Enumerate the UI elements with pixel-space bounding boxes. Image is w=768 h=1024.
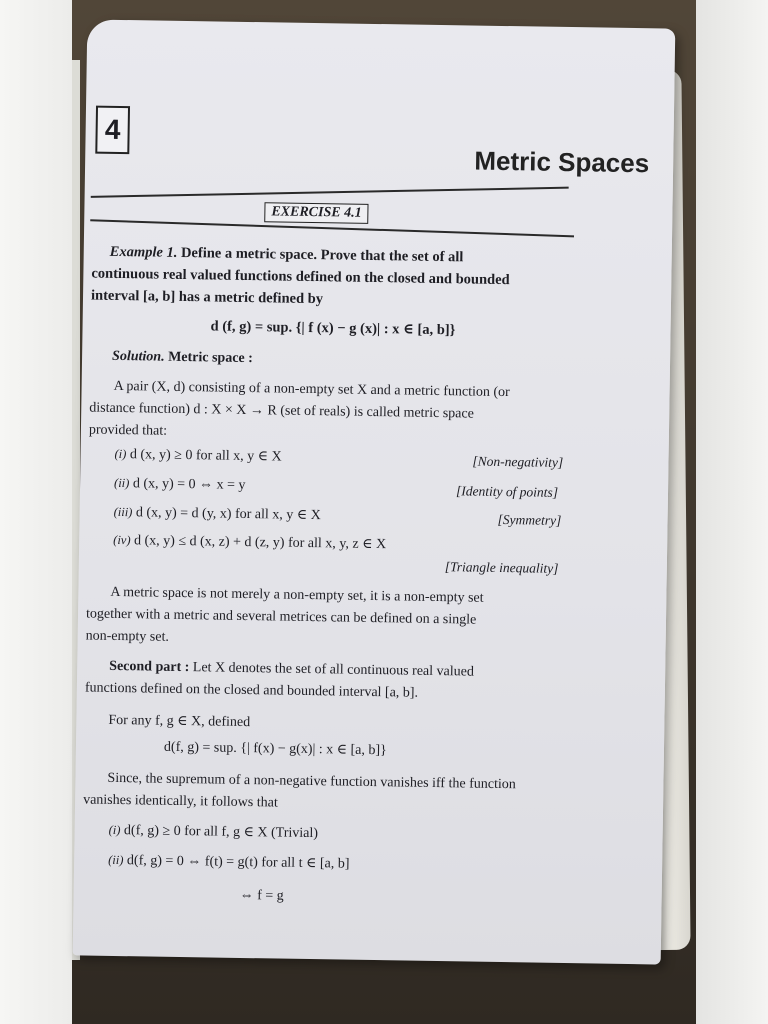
example-text-1: Define a metric space. Prove that the set of all xyxy=(180,244,464,266)
axiom-4-number: (iv) xyxy=(113,532,131,548)
property-1-text: d(f, g) ≥ 0 for all f, g ∈ X (Trivial) xyxy=(123,823,319,842)
property-2-conclusion: ⇔ f = g xyxy=(239,887,284,904)
second-part-line-4: Since, the supremum of a non-negative function vanishes iff the function xyxy=(107,770,516,793)
axiom-2 xyxy=(114,476,246,494)
axiom-3-number: (iii) xyxy=(113,504,133,520)
axiom-3-text: d (x, y) = d (y, x) for all x, y ∈ X xyxy=(135,505,321,524)
definition-line-2: distance function) d : X × X → R (set of reals) is called metric space xyxy=(89,400,474,422)
axiom-2-tag: [Identity of points] xyxy=(455,483,559,500)
property-1 xyxy=(109,822,319,842)
exercise-heading: EXERCISE 4.1 xyxy=(264,202,369,224)
remark-line-1: A metric space is not merely a non-empty set, it is a non-empty set xyxy=(110,584,484,606)
second-part-line-5: vanishes identically, it follows that xyxy=(83,792,278,811)
chapter-number: 4 xyxy=(95,106,130,155)
axiom-4-tag: [Triangle inequality] xyxy=(444,559,559,576)
background-left xyxy=(0,0,72,1024)
property-2-number: (ii) xyxy=(108,852,124,868)
axiom-4 xyxy=(113,532,386,553)
remark-line-2: together with a metric and several metrices can be defined on a single xyxy=(85,606,477,628)
solution-label: Solution. xyxy=(111,348,165,365)
axiom-2-number: (ii) xyxy=(114,475,130,491)
second-part-label: Second part : xyxy=(109,658,190,676)
example-line-1 xyxy=(110,242,464,268)
axiom-3-tag: [Symmetry] xyxy=(497,511,562,528)
axiom-2-text: d (x, y) = 0 ⇔ x = y xyxy=(132,476,246,493)
book-page xyxy=(73,19,676,964)
second-part-formula: d(f, g) = sup. {| f(x) − g(x)| : x ∈ [a, b]} xyxy=(163,739,387,759)
second-part-line-3: For any f, g ∈ X, defined xyxy=(108,712,251,731)
definition-line-1: A pair (X, d) consisting of a non-empty set X and a metric function (or xyxy=(113,378,510,401)
solution-heading xyxy=(112,346,253,370)
example-label: Example 1. xyxy=(109,243,178,261)
title-rule xyxy=(91,187,569,198)
chapter-title: Metric Spaces xyxy=(474,145,650,179)
property-2 xyxy=(108,852,350,873)
property-2-text: d(f, g) = 0 ⇔ f(t) = g(t) for all t ∈ [a, b] xyxy=(126,853,350,872)
definition-line-3: provided that: xyxy=(88,422,168,439)
solution-title: Metric space : xyxy=(168,349,253,367)
example-line-2: continuous real valued functions defined on the closed and bounded xyxy=(91,265,510,289)
background-right xyxy=(696,0,768,1024)
axiom-1 xyxy=(114,446,281,466)
remark-line-3: non-empty set. xyxy=(85,628,170,645)
second-part-text-1: Let X denotes the set of all continuous real valued xyxy=(192,660,475,680)
axiom-1-tag: [Non-negativity] xyxy=(472,453,564,470)
property-1-number: (i) xyxy=(108,822,121,838)
axiom-1-text: d (x, y) ≥ 0 for all x, y ∈ X xyxy=(129,447,282,465)
example-formula: d (f, g) = sup. {| f (x) − g (x)| : x ∈ [a, b]} xyxy=(210,318,456,339)
second-part-line-2: functions defined on the closed and bounded interval [a, b]. xyxy=(84,680,419,701)
example-line-3: interval [a, b] has a metric defined by xyxy=(90,287,324,308)
axiom-1-number: (i) xyxy=(114,446,127,462)
axiom-3 xyxy=(114,504,321,524)
axiom-4-text: d (x, y) ≤ d (x, z) + d (z, y) for all x, y, z ∈ X xyxy=(133,533,387,553)
